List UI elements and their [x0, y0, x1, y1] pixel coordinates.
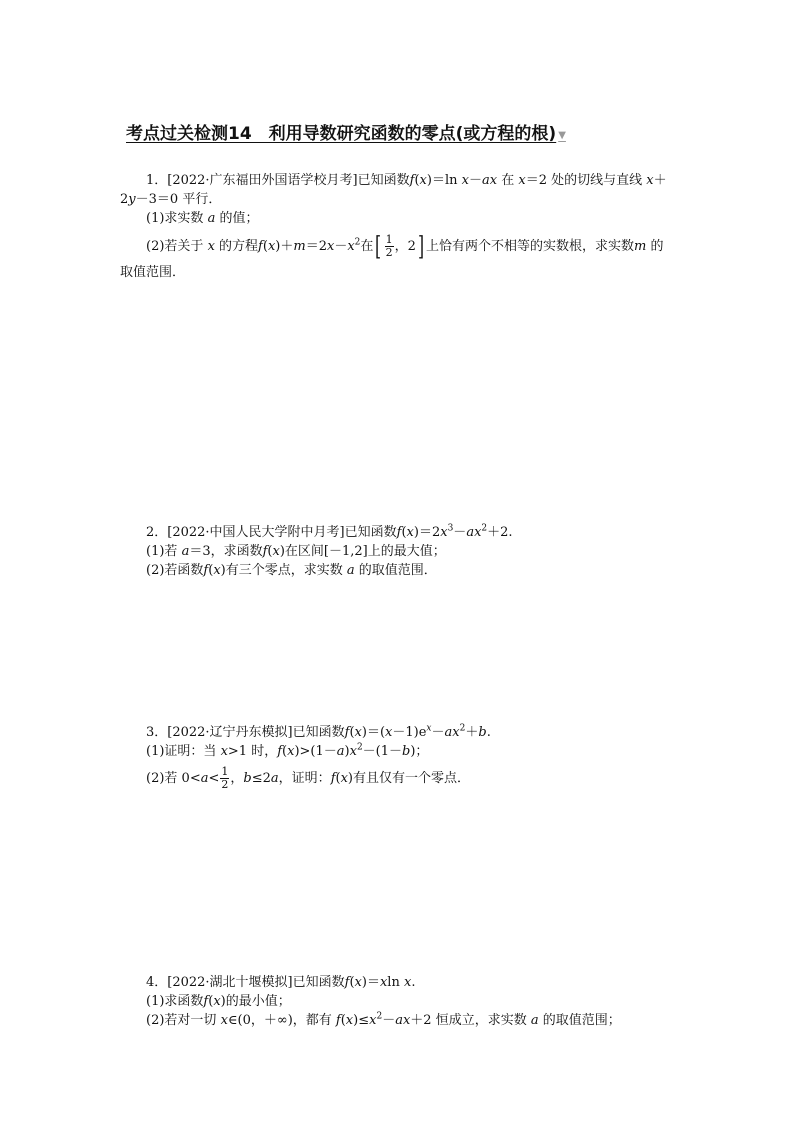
question-2-line-1 — [146, 524, 513, 542]
text-run: (1)证明：当 — [146, 744, 221, 759]
text-run: ( — [208, 563, 214, 578]
text-run: (2)若对一切 — [146, 1013, 221, 1028]
text-run: x — [272, 544, 280, 559]
text-run: f — [277, 744, 283, 759]
text-run: )>(1－ — [294, 744, 337, 759]
text-run: 2．[2022·中国人民大学附中月考]已知函数 — [146, 525, 397, 540]
text-run: (2)若函数 — [146, 563, 204, 578]
text-run: )有且仅有一个零点． — [347, 771, 470, 786]
text-run: 2 — [376, 1011, 383, 1022]
text-run: ＋ — [465, 725, 479, 740]
text-run: ＋ — [653, 173, 667, 188]
question-3-part-1 — [146, 743, 428, 761]
text-run: 2 — [459, 723, 466, 734]
text-run: (1)求实数 — [146, 211, 208, 226]
question-3-line-1 — [146, 724, 491, 742]
text-run: f — [344, 975, 350, 990]
text-run: . — [486, 725, 491, 740]
text-run: m — [293, 239, 306, 254]
question-1-line-1 — [146, 172, 667, 190]
text-run: )有三个零点，求实数 — [220, 563, 347, 578]
text-run: )≤ — [353, 1013, 370, 1028]
text-run: (1)求函数 — [146, 994, 204, 1009]
text-run: ( — [414, 173, 420, 188]
text-run: － — [382, 1013, 396, 1028]
text-run: x — [347, 239, 355, 254]
text-run: a — [530, 1013, 539, 1028]
text-run: x — [213, 994, 221, 1009]
text-run: ＋2 恒成立，求实数 — [410, 1013, 531, 1028]
text-run: (2)若 0< — [146, 771, 201, 786]
question-3-part-2 — [146, 764, 470, 794]
text-run: )＝( — [361, 725, 386, 740]
text-run: f — [409, 173, 415, 188]
text-run: x — [518, 173, 526, 188]
text-run: 上恰有两个不相等的实数根，求实数 — [426, 239, 635, 254]
text-run: x — [349, 744, 357, 759]
text-run: b — [402, 744, 411, 759]
text-run: ( — [208, 994, 214, 1009]
text-run: a — [346, 563, 355, 578]
text-run: x — [326, 239, 335, 254]
question-4-line-1 — [146, 974, 415, 992]
page-title — [126, 122, 686, 148]
text-run: ＋2. — [487, 525, 513, 540]
text-run: 1 — [221, 765, 229, 778]
text-run: 2 — [120, 192, 129, 207]
text-run: x — [287, 744, 295, 759]
text-run: x — [207, 239, 215, 254]
text-run: )＝2 — [413, 525, 441, 540]
text-run: f — [262, 544, 268, 559]
text-run: ，2 — [394, 239, 416, 254]
text-run: x — [213, 563, 221, 578]
text-run: x — [426, 723, 432, 734]
text-run: x — [340, 771, 348, 786]
text-run: 1．[2022·广东福田外国语学校月考]已知函数 — [146, 173, 410, 188]
page-title-text: 考点过关检测14 利用导数研究函数的零点(或方程的根) — [126, 124, 557, 144]
text-run: x — [345, 1013, 354, 1028]
text-run: x — [403, 975, 412, 990]
text-run: x — [369, 1013, 377, 1028]
text-run: f — [258, 239, 263, 254]
text-run: x — [354, 975, 362, 990]
text-run: )＋ — [275, 239, 294, 254]
text-run: f — [344, 725, 350, 740]
text-run: )＝ — [361, 975, 380, 990]
text-run: . — [411, 975, 416, 990]
text-run: － — [431, 725, 445, 740]
text-run: m — [634, 239, 647, 254]
text-run: － — [453, 525, 467, 540]
left-bracket-icon: [ — [375, 231, 382, 262]
text-run: (1)若 — [146, 544, 182, 559]
text-run: x — [406, 525, 414, 540]
text-run: x — [354, 725, 362, 740]
text-run: ，证明： — [278, 771, 331, 786]
text-run: )在区间[－1,2]上的最大值； — [279, 544, 446, 559]
text-run: x — [379, 975, 388, 990]
text-run: ( — [401, 525, 407, 540]
text-run: 2 — [221, 778, 229, 791]
text-run: ( — [262, 239, 268, 254]
fraction — [220, 766, 229, 791]
text-run: a — [200, 771, 209, 786]
text-run: x — [220, 1013, 228, 1028]
text-run: 的值； — [215, 211, 259, 226]
question-4-part-1 — [146, 993, 291, 1011]
text-run: ax — [466, 525, 482, 540]
question-2-part-1 — [146, 543, 446, 561]
text-run: 3．[2022·辽宁丹东模拟]已知函数 — [146, 725, 345, 740]
text-run: a — [207, 211, 216, 226]
text-run: －3＝0 平行． — [135, 192, 222, 207]
text-run: 3 — [447, 523, 454, 534]
text-run: ln — [387, 975, 404, 990]
text-run: f — [203, 563, 209, 578]
text-run: ＝2 — [305, 239, 327, 254]
text-run: ax — [395, 1013, 411, 1028]
text-run: ( — [282, 744, 288, 759]
question-1-part-1 — [146, 210, 258, 228]
text-run: a — [270, 771, 279, 786]
text-run: x — [385, 725, 393, 740]
text-run: ＝3，求函数 — [189, 544, 263, 559]
text-run: x — [461, 173, 469, 188]
text-run: f — [396, 525, 402, 540]
text-run: x — [646, 173, 654, 188]
question-4-part-2 — [146, 1012, 621, 1030]
text-run: －(1－ — [362, 744, 403, 759]
text-run: (2)若关于 — [146, 239, 208, 254]
text-run: ( — [349, 725, 355, 740]
text-run: 1 — [385, 233, 393, 246]
text-run: f — [330, 771, 336, 786]
question-2-part-2 — [146, 562, 437, 580]
text-run: ∈(0，＋∞)，都有 — [227, 1013, 336, 1028]
text-run: x — [267, 239, 276, 254]
text-run: 2 — [354, 237, 361, 248]
text-run: b — [478, 725, 487, 740]
triangle-down-icon: ▼ — [558, 130, 566, 141]
text-run: x — [220, 744, 228, 759]
text-run: ( — [340, 1013, 346, 1028]
text-run: 的取值范围； — [538, 1013, 621, 1028]
text-run: － — [334, 239, 348, 254]
text-run: 的 — [646, 239, 664, 254]
text-run: a — [336, 744, 345, 759]
text-run: x — [440, 525, 448, 540]
text-run: 的取值范围． — [354, 563, 437, 578]
question-1-part-2-cont — [120, 264, 185, 282]
text-run: ， — [230, 771, 244, 786]
text-run: ＝2 处的切线与直线 — [525, 173, 647, 188]
text-run: 取值范围． — [120, 265, 186, 280]
right-bracket-icon: ] — [417, 231, 424, 262]
fraction — [385, 234, 394, 259]
text-run: ( — [349, 975, 355, 990]
text-run: a — [181, 544, 190, 559]
question-1-line-2 — [120, 191, 221, 209]
text-run: ax — [481, 173, 498, 188]
text-run: y — [128, 192, 136, 207]
text-run: 2 — [356, 742, 363, 753]
text-run: － — [468, 173, 482, 188]
text-run: ax — [444, 725, 460, 740]
text-run: )的最小值； — [220, 994, 291, 1009]
text-run: ) — [344, 744, 350, 759]
text-run: >1 时， — [227, 744, 278, 759]
text-run: )； — [410, 744, 429, 759]
text-run: －1)e — [392, 725, 427, 740]
text-run: < — [208, 771, 220, 786]
text-run: 4．[2022·湖北十堰模拟]已知函数 — [146, 975, 345, 990]
text-run: b — [243, 771, 252, 786]
text-run: ( — [267, 544, 273, 559]
text-run: f — [203, 994, 209, 1009]
text-run: 2 — [481, 523, 488, 534]
question-1-part-2 — [146, 233, 664, 261]
text-run: )＝ln — [426, 173, 462, 188]
text-run: 的方程 — [214, 239, 259, 254]
text-run: ( — [335, 771, 341, 786]
text-run: 2 — [385, 246, 393, 259]
text-run: 在 — [497, 173, 519, 188]
text-run: 在 — [360, 239, 374, 254]
text-run: x — [419, 173, 427, 188]
text-run: ≤2 — [251, 771, 271, 786]
text-run: f — [335, 1013, 341, 1028]
